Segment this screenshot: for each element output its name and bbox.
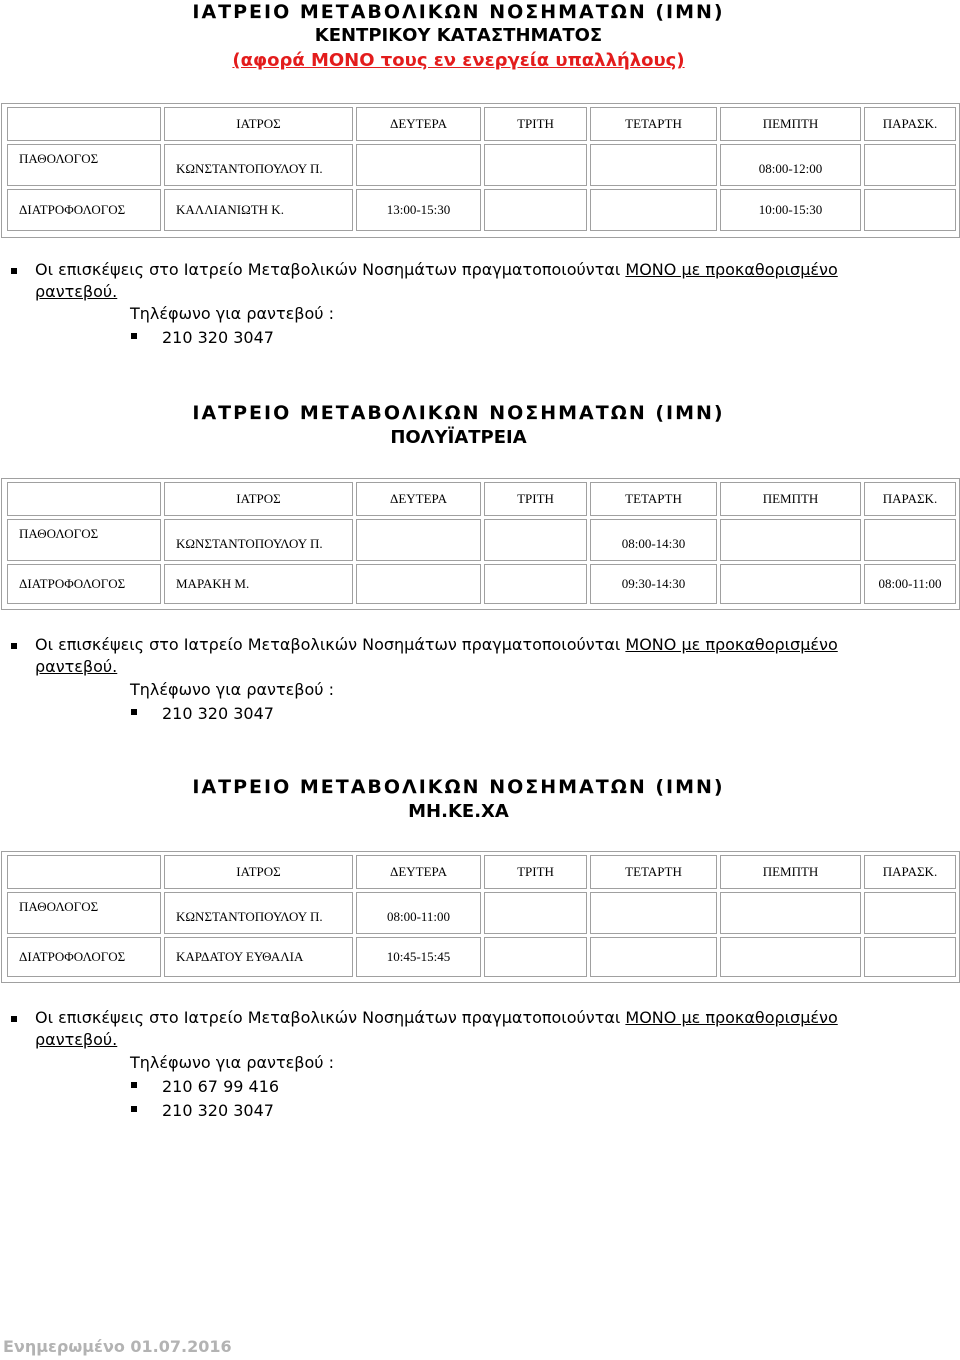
row1-tuesday <box>484 519 587 561</box>
row1-friday <box>864 519 956 561</box>
header-thursday: ΠΕΜΠΤΗ <box>720 855 861 889</box>
section3-phone-2: 210 320 3047 <box>162 1101 274 1120</box>
header-wednesday: ΤΕΤΑΡΤΗ <box>590 855 717 889</box>
row2-tuesday <box>484 564 587 604</box>
header-blank-cell <box>7 482 161 516</box>
section2-info-cont: ραντεβού. <box>35 657 118 676</box>
schedule-table-2 <box>1 478 960 610</box>
row2-friday: 08:00-11:00 <box>864 564 956 604</box>
row1-monday <box>356 144 481 186</box>
row2-tuesday <box>484 937 587 977</box>
bullet-icon <box>11 268 17 274</box>
header-friday: ΠΑΡΑΣΚ. <box>864 482 956 516</box>
section3-phone-1: 210 67 99 416 <box>162 1077 280 1096</box>
row1-tuesday <box>484 892 587 934</box>
row1-monday: 08:00-11:00 <box>356 892 481 934</box>
schedule-table-1 <box>1 103 960 238</box>
row1-doctor: ΚΩΝΣΤΑΝΤΟΠΟΥΛΟΥ Π. <box>164 519 353 561</box>
bullet-icon <box>131 709 137 715</box>
row2-doctor: ΚΑΡΔΑΤΟΥ ΕΥΘΑΛΙΑ <box>164 937 353 977</box>
section1-phone-label: Τηλέφωνο για ραντεβού : <box>130 304 334 323</box>
bullet-icon <box>131 1106 137 1112</box>
section3-info <box>35 1007 838 1029</box>
row1-wednesday <box>590 144 717 186</box>
header-wednesday: ΤΕΤΑΡΤΗ <box>590 482 717 516</box>
header-doctor: ΙΑΤΡΟΣ <box>164 482 353 516</box>
header-monday: ΔΕΥΤΕΡΑ <box>356 855 481 889</box>
header-wednesday: ΤΕΤΑΡΤΗ <box>590 107 717 141</box>
bullet-icon <box>11 643 17 649</box>
row2-thursday <box>720 564 861 604</box>
section1-note: (αφορά ΜΟΝΟ τους εν ενεργεία υπαλλήλους) <box>232 50 685 71</box>
info-text: Οι επισκέψεις στο Ιατρείο Μεταβολικών Νοσημάτων πραγματοποιούνται <box>35 1008 626 1027</box>
row2-tuesday <box>484 189 587 231</box>
section1-info <box>35 259 838 281</box>
header-friday: ΠΑΡΑΣΚ. <box>864 855 956 889</box>
info-emphasis: ΜΟΝΟ με προκαθορισμένο <box>625 260 838 279</box>
schedule-table-3 <box>1 851 960 983</box>
row2-wednesday: 09:30-14:30 <box>590 564 717 604</box>
section1-subtitle: ΚΕΝΤΡΙΚΟΥ ΚΑΤΑΣΤΗΜΑΤΟΣ <box>314 25 603 46</box>
info-emphasis: ΜΟΝΟ με προκαθορισμένο <box>625 1008 838 1027</box>
section3-subtitle: ΜΗ.ΚΕ.ΧΑ <box>408 801 509 822</box>
bullet-icon <box>11 1016 17 1022</box>
section2-phone: 210 320 3047 <box>162 704 274 723</box>
header-blank-cell <box>7 855 161 889</box>
header-thursday: ΠΕΜΠΤΗ <box>720 482 861 516</box>
header-thursday: ΠΕΜΠΤΗ <box>720 107 861 141</box>
row1-thursday <box>720 892 861 934</box>
row2-specialty: ΔΙΑΤΡΟΦΟΛΟΓΟΣ <box>7 937 161 977</box>
row2-monday: 13:00-15:30 <box>356 189 481 231</box>
row2-friday <box>864 189 956 231</box>
row1-specialty: ΠΑΘΟΛΟΓΟΣ <box>7 519 161 561</box>
row1-specialty: ΠΑΘΟΛΟΓΟΣ <box>7 892 161 934</box>
updated-footer: Ενημερωμένο 01.07.2016 <box>3 1337 232 1356</box>
row2-specialty: ΔΙΑΤΡΟΦΟΛΟΓΟΣ <box>7 564 161 604</box>
section3-title: ΙΑΤΡΕΙΟ ΜΕΤΑΒΟΛΙΚΩΝ ΝΟΣΗΜΑΤΩΝ (ΙΜΝ) <box>192 776 725 798</box>
row1-friday <box>864 144 956 186</box>
section1-phone: 210 320 3047 <box>162 328 274 347</box>
row1-wednesday: 08:00-14:30 <box>590 519 717 561</box>
bullet-icon <box>131 333 137 339</box>
row2-thursday: 10:00-15:30 <box>720 189 861 231</box>
row1-thursday: 08:00-12:00 <box>720 144 861 186</box>
row1-doctor: ΚΩΝΣΤΑΝΤΟΠΟΥΛΟΥ Π. <box>164 892 353 934</box>
row1-specialty: ΠΑΘΟΛΟΓΟΣ <box>7 144 161 186</box>
section2-info <box>35 634 838 656</box>
header-tuesday: ΤΡΙΤΗ <box>484 107 587 141</box>
section2-phone-label: Τηλέφωνο για ραντεβού : <box>130 680 334 699</box>
info-emphasis: ΜΟΝΟ με προκαθορισμένο <box>625 635 838 654</box>
header-tuesday: ΤΡΙΤΗ <box>484 482 587 516</box>
row2-thursday <box>720 937 861 977</box>
info-text: Οι επισκέψεις στο Ιατρείο Μεταβολικών Νοσημάτων πραγματοποιούνται <box>35 635 626 654</box>
header-doctor: ΙΑΤΡΟΣ <box>164 107 353 141</box>
info-text: Οι επισκέψεις στο Ιατρείο Μεταβολικών Νοσημάτων πραγματοποιούνται <box>35 260 626 279</box>
header-doctor: ΙΑΤΡΟΣ <box>164 855 353 889</box>
row2-wednesday <box>590 189 717 231</box>
section2-subtitle: ΠΟΛΥΪΑΤΡΕΙΑ <box>390 427 527 448</box>
row2-wednesday <box>590 937 717 977</box>
section1-info-cont: ραντεβού. <box>35 282 118 301</box>
row2-friday <box>864 937 956 977</box>
section3-phone-label: Τηλέφωνο για ραντεβού : <box>130 1053 334 1072</box>
header-tuesday: ΤΡΙΤΗ <box>484 855 587 889</box>
row2-doctor: ΚΑΛΛΙΑΝΙΩΤΗ Κ. <box>164 189 353 231</box>
header-friday: ΠΑΡΑΣΚ. <box>864 107 956 141</box>
row2-specialty: ΔΙΑΤΡΟΦΟΛΟΓΟΣ <box>7 189 161 231</box>
row1-wednesday <box>590 892 717 934</box>
row2-doctor: ΜΑΡΑΚΗ Μ. <box>164 564 353 604</box>
section2-title: ΙΑΤΡΕΙΟ ΜΕΤΑΒΟΛΙΚΩΝ ΝΟΣΗΜΑΤΩΝ (ΙΜΝ) <box>192 402 725 424</box>
header-blank-cell <box>7 107 161 141</box>
row1-monday <box>356 519 481 561</box>
section1-title: ΙΑΤΡΕΙΟ ΜΕΤΑΒΟΛΙΚΩΝ ΝΟΣΗΜΑΤΩΝ (ΙΜΝ) <box>192 1 725 23</box>
bullet-icon <box>131 1082 137 1088</box>
row1-friday <box>864 892 956 934</box>
row1-thursday <box>720 519 861 561</box>
header-monday: ΔΕΥΤΕΡΑ <box>356 107 481 141</box>
header-monday: ΔΕΥΤΕΡΑ <box>356 482 481 516</box>
row1-tuesday <box>484 144 587 186</box>
row2-monday: 10:45-15:45 <box>356 937 481 977</box>
row2-monday <box>356 564 481 604</box>
section3-info-cont: ραντεβού. <box>35 1030 118 1049</box>
row1-doctor: ΚΩΝΣΤΑΝΤΟΠΟΥΛΟΥ Π. <box>164 144 353 186</box>
